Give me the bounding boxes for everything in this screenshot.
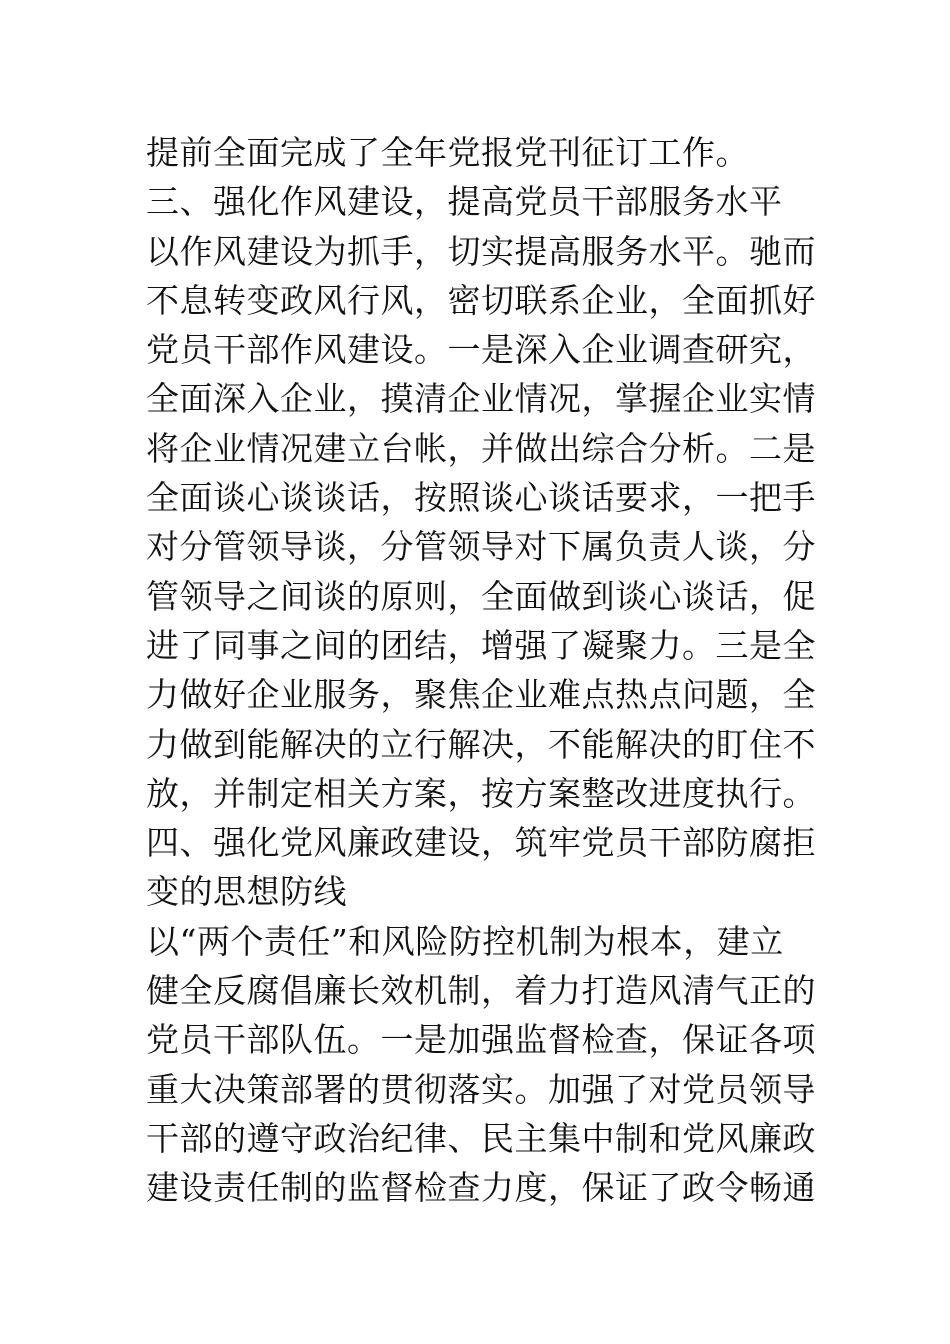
document-body — [146, 128, 816, 1213]
text-line: 健全反腐倡廉长效机制，着力打造风清气正的 — [146, 971, 816, 1011]
text-line: 建设责任制的监督检查力度，保证了政令畅通 — [146, 1168, 816, 1208]
text-line: 放，并制定相关方案，按方案整改进度执行。 — [146, 773, 816, 813]
text-line: 干部的遵守政治纪律、民主集中制和党风廉政 — [146, 1118, 816, 1158]
text-line: 以“两个责任”和风险防控机制为根本，建立 — [146, 921, 784, 961]
text-line: 以作风建设为抓手，切实提高服务水平。驰而 — [146, 231, 816, 271]
text-line: 不息转变政风行风，密切联系企业，全面抓好 — [146, 280, 816, 320]
text-line: 重大决策部署的贯彻落实。加强了对党员领导 — [146, 1069, 816, 1109]
section-heading-4: 四、强化党风廉政建设，筑牢党员干部防腐拒 — [146, 823, 816, 863]
text-line: 对分管领导谈，分管领导对下属负责人谈，分 — [146, 527, 816, 567]
text-line: 进了同事之间的团结，增强了凝聚力。三是全 — [146, 625, 816, 665]
text-line: 提前全面完成了全年党报党刊征订工作。 — [146, 133, 749, 172]
text-line: 党员干部作风建设。一是深入企业调查研究， — [146, 330, 816, 370]
text-line: 力做好企业服务，聚焦企业难点热点问题，全 — [146, 675, 816, 715]
text-line: 管领导之间谈的原则，全面做到谈心谈话，促 — [146, 576, 816, 616]
section-heading-4-cont: 变的思想防线 — [146, 872, 347, 912]
text-line: 全面深入企业，摸清企业情况，掌握企业实情 — [146, 379, 816, 419]
text-line: 全面谈心谈谈话，按照谈心谈话要求，一把手 — [146, 478, 816, 518]
text-line: 党员干部队伍。一是加强监督检查，保证各项 — [146, 1020, 816, 1060]
text-line: 力做到能解决的立行解决，不能解决的盯住不 — [146, 724, 816, 764]
section-heading-3: 三、强化作风建设，提高党员干部服务水平 — [146, 182, 783, 222]
text-line: 将企业情况建立台帐，并做出综合分析。二是 — [146, 428, 816, 468]
